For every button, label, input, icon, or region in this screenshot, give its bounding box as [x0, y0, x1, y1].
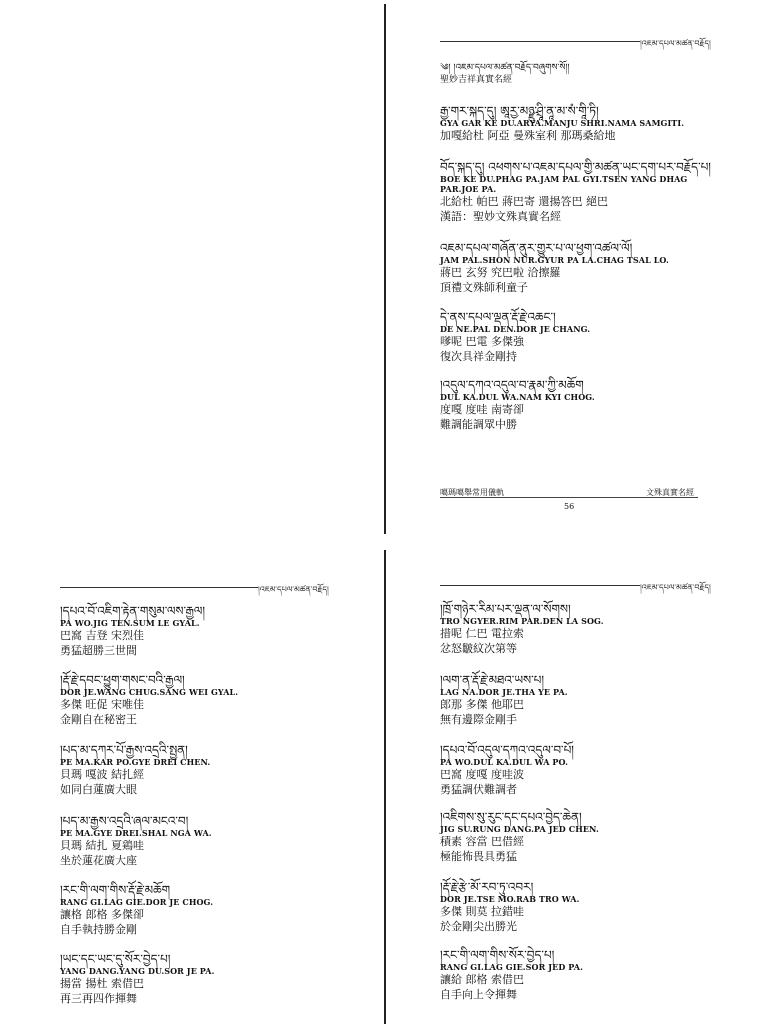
verse-5 [440, 880, 579, 934]
verse-tibetan: །འཇིགས་སུ་རུང་དང་དཔའ་བྱེད་ཆེན། [440, 810, 582, 824]
verse-2 [440, 160, 711, 224]
verse-romanization: RANG GI.LAG GIE.SOR JED PA. [440, 962, 583, 972]
page-number: 56 [564, 502, 575, 511]
verse-tibetan: དེ་ནས་དཔལ་ལྡན་རྡོ་རྗེ་འཆང་། [440, 310, 556, 324]
verse-tibetan: བོད་སྐད་དུ། འཕགས་པ་འཇམ་དཔལ་གྱི་མཚན་ཡང་དག་པར་བརྗོད་པ། [440, 160, 711, 174]
running-head-text: །འཇམ་དཔལ་མཚན་བརྗོད། [258, 585, 329, 594]
verse-romanization: DOR JE.TSE MO.RAB TRO WA. [440, 894, 580, 904]
verse-tibetan: །འདུལ་དཀའ་འདུལ་བ་རྣམ་ཀྱི་མཆོག [440, 378, 584, 392]
verse-romanization: PE MA.KAR PO.GYE DREI CHEN. [60, 757, 211, 767]
verse-chinese-translation: 極能怖畏具勇猛 [440, 850, 517, 863]
verse-chinese-translation: 忿怒皺紋次第等 [440, 642, 517, 655]
page-bottom-left [0, 540, 384, 1024]
verse-romanization: JAM PAL.SHON NUR.GYUR PA LA.CHAG TSAL LO. [440, 255, 669, 265]
running-head [60, 580, 350, 594]
verse-chinese: 讓格 郎格 多傑卻 [60, 908, 144, 921]
page-bottom-right [384, 540, 768, 1024]
verse-2 [60, 673, 238, 727]
verse-chinese: 揚當 揚杜 索借巴 [60, 977, 144, 990]
verse-chinese: 貝瑪 結扎 夏鶏哇 [60, 839, 144, 852]
verse-romanization: PA WO.JIG TEN.SUM LE GYAL. [60, 618, 200, 628]
verse-chinese: 多傑 則莫 拉錯哇 [440, 905, 524, 918]
verse-chinese: 度嘎 度哇 南寄卻 [440, 403, 524, 416]
verse-chinese-translation: 再三再四作揮舞 [60, 992, 137, 1005]
verse-chinese-translation: 無有邊際金剛手 [440, 713, 517, 726]
verse-romanization: DE NE.PAL DEN.DOR JE CHANG. [440, 324, 591, 334]
verse-chinese: 蔣巴 玄努 究巴啦 洽擦羅 [440, 266, 561, 279]
verse-2 [440, 673, 568, 727]
verse-1 [440, 602, 604, 656]
verse-tibetan: །རྡོ་རྗེ་རྩེ་མོ་རབ་ཏུ་འབར། [440, 880, 534, 894]
verse-6 [60, 952, 215, 1006]
verse-3 [440, 743, 574, 797]
verse-tibetan: །རང་གི་ལག་གིས་སོར་བྱེད་པ། [440, 948, 555, 962]
verse-1 [440, 104, 684, 143]
verse-3 [60, 743, 210, 797]
verse-chinese-translation: 復次具祥金剛持 [440, 350, 517, 363]
footer-right: 文殊真實名經 [646, 488, 694, 497]
verse-chinese: 積素 容當 巴借經 [440, 835, 524, 848]
verse-chinese-translation: 勇猛超勝三世間 [60, 644, 137, 657]
verse-chinese: 貝瑪 嘎波 結扎經 [60, 768, 144, 781]
verse-4 [440, 310, 590, 364]
verse-romanization: PA WO.DUL KA.DUL WA PO. [440, 757, 569, 767]
verse-tibetan: །རྡོ་རྗེ་དབང་ཕྱུག་གསང་བའི་རྒྱལ། [60, 673, 185, 687]
verse-5 [440, 378, 595, 432]
verse-tibetan: །པད་མ་རྒྱས་འདྲའི་ཞལ་མངའ་བ། [60, 814, 189, 828]
verse-romanization: YANG DANG.YANG DU.SOR JE PA. [60, 966, 215, 976]
verse-3 [440, 241, 669, 295]
verse-chinese-translation: 難調能調眾中勝 [440, 418, 517, 431]
verse-tibetan: །ཁྲོ་གཉེར་རིམ་པར་ལྡན་ལ་སོགས། [440, 602, 571, 616]
running-head-text: །འཇམ་དཔལ་མཚན་བརྗོད། [640, 583, 711, 592]
verse-chinese-translation: 自手向上令揮舞 [440, 988, 517, 1001]
verse-chinese: 措呢 仁巴 電拉索 [440, 627, 524, 640]
verse-chinese-translation: 於金剛尖出勝光 [440, 920, 517, 933]
footer-left: 噶瑪噶舉常用儀軌 [440, 488, 504, 497]
verse-chinese: 嗲呢 巴電 多傑強 [440, 335, 524, 348]
verse-chinese-translation: 勇猛調伏難調者 [440, 783, 517, 796]
verse-tibetan: འཇམ་དཔལ་གཞོན་ནུར་གྱུར་པ་ལ་ཕྱག་འཚལ་ལོ། [440, 241, 633, 255]
verse-romanization: BOE KE DU.PHAG PA.JAM PAL GYI.TSEN YANG DHAG [440, 174, 688, 184]
verse-romanization: JIG SU.RUNG DANG.PA JED CHEN. [440, 824, 599, 834]
verse-romanization: GYA GAR KE DU.ARYA.MANJU SHRI.NAMA SAMGITI. [440, 118, 685, 128]
running-head-text: །འཇམ་དཔལ་མཚན་བརྗོད། [640, 39, 711, 48]
title-chinese: 聖妙吉祥真實名經 [440, 75, 513, 85]
verse-tibetan: །རང་གི་ལག་གིས་རྡོ་རྗེ་མཆོག [60, 883, 171, 897]
verse-romanization-cont: PAR.JOE PA. [440, 184, 497, 194]
verse-chinese-translation: 漢語：聖妙文殊真實名經 [440, 210, 561, 223]
verse-chinese: 郎那 多傑 他耶巴 [440, 698, 524, 711]
verse-chinese: 加嘎給杜 阿亞 曼殊室利 那瑪桑給地 [440, 129, 616, 142]
verse-tibetan: །པད་མ་དཀར་པོ་རྒྱས་འདྲའི་སྤྱན། [60, 743, 188, 757]
verse-tibetan: །དཔའ་བོ་འཇིག་རྟེན་གསུམ་ལས་རྒྱལ། [60, 604, 206, 618]
verse-tibetan: །དཔའ་བོ་འདུལ་དཀའ་འདུལ་བ་པོ། [440, 743, 574, 757]
verse-chinese: 讓給 郎格 索借巴 [440, 973, 524, 986]
verse-tibetan: །ཡང་དང་ཡང་དུ་སོར་བྱེད་པ། [60, 952, 171, 966]
verse-chinese: 北給杜 帕巴 蔣巴寄 還揚答巴 絕巴 [440, 195, 608, 208]
running-head [440, 578, 730, 592]
verse-romanization: PE MA.GYE DREI.SHAL NGA WA. [60, 828, 212, 838]
verse-chinese-translation: 自手執持勝金剛 [60, 923, 137, 936]
verse-romanization: DUL KA.DUL WA.NAM KYI CHOG. [440, 392, 595, 402]
verse-romanization: RANG GI.LAG GIE.DOR JE CHOG. [60, 897, 214, 907]
verse-chinese: 巴窩 吉登 宋烈佳 [60, 629, 144, 642]
verse-chinese: 多傑 旺促 宋唯佳 [60, 698, 144, 711]
verse-4 [440, 810, 599, 864]
verse-tibetan: །ལག་ན་རྡོ་རྗེ་མཐའ་ཡས་པ། [440, 673, 545, 687]
verse-romanization: DOR JE.WANG CHUG.SANG WEI GYAL. [60, 687, 239, 697]
verse-chinese-translation: 如同白蓮廣大眼 [60, 783, 137, 796]
verse-1 [60, 604, 205, 658]
verse-chinese-translation: 頂禮文殊師利童子 [440, 281, 528, 294]
verse-tibetan: རྒྱ་གར་སྐད་དུ། ཨཱརྱ་མཉྫུ་ཤྲཱི་ནཱ་མ་སཾ་གཱི་ཏི། [440, 104, 599, 118]
verse-chinese-translation: 坐於蓮花廣大座 [60, 854, 137, 867]
running-head [440, 34, 711, 48]
verse-5 [60, 883, 213, 937]
verse-chinese-translation: 金剛自在秘密王 [60, 713, 137, 726]
title-tibetan: ༄། །འཇམ་དཔལ་མཚན་བརྗོད་བཞུགས་སོ།། [440, 63, 570, 73]
verse-4 [60, 814, 212, 868]
verse-romanization: LAG NA.DOR JE.THA YE PA. [440, 687, 568, 697]
verse-chinese: 巴窩 度嘎 度哇波 [440, 768, 524, 781]
verse-romanization: TRO NGYER.RIM PAR.DEN LA SOG. [440, 616, 604, 626]
verse-6 [440, 948, 583, 1002]
